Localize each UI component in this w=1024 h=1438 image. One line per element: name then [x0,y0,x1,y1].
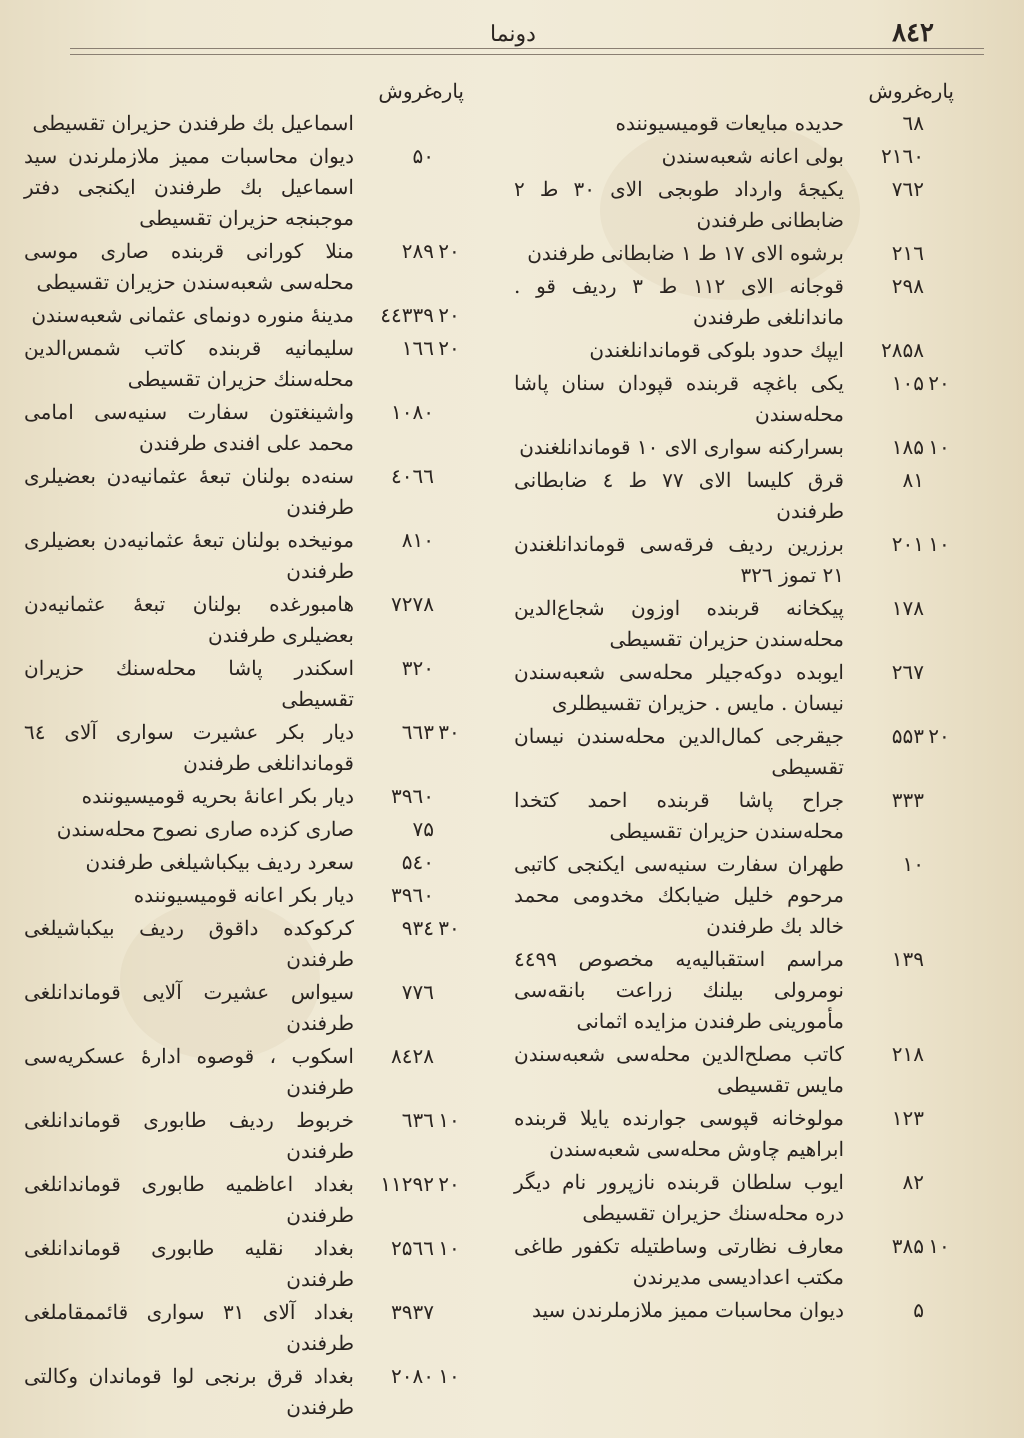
entry-gurush: ٦٨ [902,111,924,135]
entry-gurush: ۳۳۳ [891,788,924,812]
entry-description: معارف نظارتی وساطتیله تکفور طاغی مکتب اعدادیسی مدیرندن [514,1234,844,1289]
entry-description: سیواس عشیرت آلایی قوماندانلغی طرفندن [24,980,354,1035]
ledger-entry [24,653,464,715]
column-header [24,76,464,106]
entry-para: ۱۰ [928,532,950,556]
right-column [514,76,954,1328]
ledger-entry [514,721,954,783]
ledger-entry [24,847,464,878]
entry-description: بغداد آلای ۳۱ سواری قائممقاملغی طرفندن [24,1300,354,1355]
entry-description: قوجانه الای ۱۱۲ ط ۳ ردیف قو . ماندانلغی طرفندن [514,274,844,329]
entry-gurush: ۲۰۱ [891,532,924,556]
entry-gurush: ۹۳٤ [401,916,434,940]
ledger-entry [24,1233,464,1295]
entry-description: سنه‌ده بولنان تبعهٔ عثمانیه‌دن بعضیلری طرفندن [24,464,354,519]
ledger-entry [24,236,464,298]
ledger-entry [24,977,464,1039]
entry-description: برشوه الای ۱۷ ط ۱ ضابطانی طرفندن [527,241,844,265]
entry-description: خربوط ردیف طابوری قوماندانلغی طرفندن [24,1108,354,1163]
entry-gurush: ۱۲۳ [891,1106,924,1130]
entry-description: مونیخده بولنان تبعهٔ عثمانیه‌دن بعضیلری طرفندن [24,528,354,583]
ledger-entry [514,1167,954,1229]
entry-gurush: ۱۰۵ [891,371,924,395]
entry-gurush: ۵۵۳ [891,724,924,748]
entry-description: دیار بکر عشیرت سواری آلای ٦٤ قوماندانلغی طرفندن [24,720,354,775]
entry-gurush: ۲۱٦ [891,241,924,265]
ledger-entry [514,1295,954,1326]
entry-gurush: ٦٦۳ [401,720,434,744]
ledger-entry [514,529,954,591]
entry-gurush: ۳۹٦۰ [391,784,434,808]
entry-para: ۲۰ [928,724,950,748]
ledger-entry [514,174,954,236]
entry-gurush: ۸۲ [902,1170,924,1194]
entry-description: ایوبده دوکه‌جیلر محله‌سی شعبه‌سندن نیسان . مایس . حزیران تقسیطلری [514,660,844,715]
ledger-entry [514,1231,954,1293]
ledger-entry [514,335,954,366]
entry-description: اسماعیل بك طرفندن حزیران تقسیطی [32,111,354,135]
entry-description: جیقرجی کمال‌الدین محله‌سندن نیسان تقسیطی [514,724,844,779]
ledger-entry [514,432,954,463]
entry-description: بغداد قرق برنجی لوا قوماندان وکالتی طرفندن [24,1364,354,1419]
ledger-entry [514,849,954,942]
entry-gurush: ۷۷٦ [401,980,434,1004]
ledger-entry [514,238,954,269]
entry-gurush: ٤۰٦٦ [391,464,434,488]
entry-gurush: ۷۵ [412,817,434,841]
entry-gurush: ۱۳۹ [891,947,924,971]
entry-gurush: ۲۹۸ [891,274,924,298]
entry-description: اسکوب ، قوصوه ادارهٔ عسکریه‌سی طرفندن [24,1044,354,1099]
entry-gurush: ۲۵٦٦ [391,1236,434,1260]
entry-para: ۳۰ [438,720,460,744]
ledger-entry [24,1169,464,1231]
entry-gurush: ۸۱ [902,468,924,492]
entry-gurush: ۱۰ [902,852,924,876]
ledger-entry [514,593,954,655]
entry-description: کرکوکده داقوق ردیف بیکباشیلغی طرفندن [24,916,354,971]
ledger-entry [24,333,464,395]
entry-gurush: ٦۳٦ [401,1108,434,1132]
ledger-entry [24,141,464,234]
left-column [24,76,464,1425]
entry-gurush: ۸٤۲۸ [391,1044,434,1068]
ledger-entry [514,271,954,333]
entry-description: مولوخانه قپوسی جوارنده یایلا قربنده ابراهیم چاوش محله‌سی شعبه‌سندن [514,1106,844,1161]
entry-gurush: ۳۲۰ [401,656,434,680]
entry-description: سعرد ردیف بیکباشیلغی طرفندن [85,850,354,874]
ledger-entry [24,1105,464,1167]
entry-description: هامبورغده بولنان تبعهٔ عثمانیه‌دن بعضیلری طرفندن [24,592,354,647]
entry-description: صاری کزده صاری نصوح محله‌سندن [56,817,354,841]
entry-description: مدینهٔ منوره دونمای عثمانی شعبه‌سندن [31,303,354,327]
ledger-entry [24,108,464,139]
ledger-entry [24,1041,464,1103]
entry-para: ۲۰ [438,336,460,360]
entry-para: ۲۰ [438,1172,460,1196]
entry-gurush: ۲۸۵۸ [881,338,924,362]
entry-description: کاتب مصلح‌الدین محله‌سی شعبه‌سندن مایس تقسیطی [514,1042,844,1097]
entry-gurush: ۸۱۰ [401,528,434,552]
column-header-para: پاره [922,79,954,103]
entry-gurush: ۲٦۷ [891,660,924,684]
ledger-entry [24,781,464,812]
ledger-entry [514,108,954,139]
ledger-entry [24,397,464,459]
entry-gurush: ۱۱۲۹۲ [380,1172,434,1196]
entry-description: ایوب سلطان قربنده نازپرور نام دیگر دره محله‌سنك حزیران تقسیطی [514,1170,844,1225]
entry-para: ۱۰ [438,1108,460,1132]
entry-gurush: ۱۷۸ [891,596,924,620]
column-header-gurush: غروش [378,79,434,103]
entry-gurush: ۵٤۰ [401,850,434,874]
entry-description: قرق کلیسا الای ۷۷ ط ٤ ضابطانی طرفندن [514,468,844,523]
entry-para: ۲۰ [438,303,460,327]
ledger-entry [514,1103,954,1165]
entry-description: بغداد اعاظمیه طابوری قوماندانلغی طرفندن [24,1172,354,1227]
entry-gurush: ٤٤۳۳۹ [380,303,434,327]
ledger-entry [24,880,464,911]
column-header [514,76,954,106]
page-number: ۸٤۲ [892,18,934,48]
entry-gurush: ۲۸۹ [401,239,434,263]
entry-gurush: ۱۸۵ [891,435,924,459]
header-rule [70,48,984,55]
entry-para: ۲۰ [438,239,460,263]
entry-description: دیار بکر اعانهٔ بحریه قومیسیوننده [81,784,354,808]
ledger-entry [24,525,464,587]
entry-para: ۱۰ [928,1234,950,1258]
entry-gurush: ۱۰۸۰ [391,400,434,424]
entry-gurush: ۲۱۸ [891,1042,924,1066]
entry-gurush: ۷٦۲ [891,177,924,201]
entry-description: ایپك حدود بلوکی قوماندانلغندن [589,338,844,362]
ledger-entry [24,717,464,779]
entry-para: ۱۰ [438,1364,460,1388]
entry-para: ۲۰ [928,371,950,395]
ledger-entry [514,785,954,847]
column-header-para: پاره [432,79,464,103]
entry-description: دیوان محاسبات ممیز ملازملرندن سید اسماعیل بك طرفندن ایکنجی دفتر موجبنجه حزیران تقسیطی [24,144,354,230]
entry-description: یکی باغچه قربنده قپودان سنان پاشا محله‌سندن [514,371,844,426]
ledger-entry [514,141,954,172]
entry-description: دیار بکر اعانه قومیسیوننده [133,883,354,907]
ledger-entry [514,944,954,1037]
entry-para: ۱۰ [438,1236,460,1260]
entry-description: اسکندر پاشا محله‌سنك حزیران تقسیطی [24,656,354,711]
entry-description: واشینغتون سفارت سنیه‌سی امامی محمد علی افندی طرفندن [24,400,354,455]
column-header-gurush: غروش [868,79,924,103]
ledger-entry [24,589,464,651]
ledger-entry [514,465,954,527]
ledger-entry [24,814,464,845]
entry-gurush: ۲۱٦۰ [881,144,924,168]
entry-description: سلیمانیه قربنده کاتب شمس‌الدین محله‌سنك حزیران تقسیطی [24,336,354,391]
entry-gurush: ۳۹٦۰ [391,883,434,907]
entry-description: یکیجهٔ وارداد طوبجی الای ۳۰ ط ۲ ضابطانی طرفندن [514,177,845,232]
ledger-entry [24,461,464,523]
entry-gurush: ۳۸۵ [891,1234,924,1258]
entry-description: دیوان محاسبات ممیز ملازملرندن سید [532,1298,844,1322]
ledger-entry [514,657,954,719]
entry-description: حدیده مبایعات قومیسیوننده [615,111,844,135]
entry-description: جراح پاشا قربنده احمد کتخدا محله‌سندن حزیران تقسیطی [514,788,844,843]
entry-description: بولی اعانه شعبه‌سندن [661,144,844,168]
ledger-entry [514,368,954,430]
ledger-entry [24,913,464,975]
ledger-entry [514,1039,954,1101]
entry-gurush: ۵ [913,1298,924,1322]
entry-gurush: ۵۰ [412,144,434,168]
entry-description: برزرین ردیف فرقه‌سی قوماندانلغندن ۲۱ تموز ۳۲٦ [514,532,844,587]
entry-description: بغداد نقلیه طابوری قوماندانلغی طرفندن [24,1236,354,1291]
entry-gurush: ۳۹۳۷ [391,1300,434,1324]
entry-description: پیکخانه قربنده اوزون شجاع‌الدین محله‌سندن حزیران تقسیطی [514,596,844,651]
ledger-entry [24,1297,464,1359]
entry-description: بسرارکنه سواری الای ۱۰ قوماندانلغندن [519,435,844,459]
entry-gurush: ۱٦٦ [401,336,434,360]
ledger-entry [24,300,464,331]
entry-description: منلا کورانی قربنده صاری موسی محله‌سی شعبه‌سندن حزیران تقسیطی [24,239,354,294]
entry-description: طهران سفارت سنیه‌سی ایکنجی کاتبی مرحوم خلیل ضیابکك مخدومی محمد خالد بك طرفندن [514,852,844,938]
entry-para: ۳۰ [438,916,460,940]
running-head: دونما [490,22,536,47]
entry-description: مراسم استقبالیه‌یه مخصوص ٤٤۹۹ نومرولی بیلنك زراعت بانقه‌سی مأمورینی طرفندن مزایده اثمانی [514,947,844,1033]
entry-para: ۱۰ [928,435,950,459]
ledger-entry [24,1361,464,1423]
entry-gurush: ۲۰۸۰ [391,1364,434,1388]
entry-gurush: ۷۲۷۸ [391,592,434,616]
